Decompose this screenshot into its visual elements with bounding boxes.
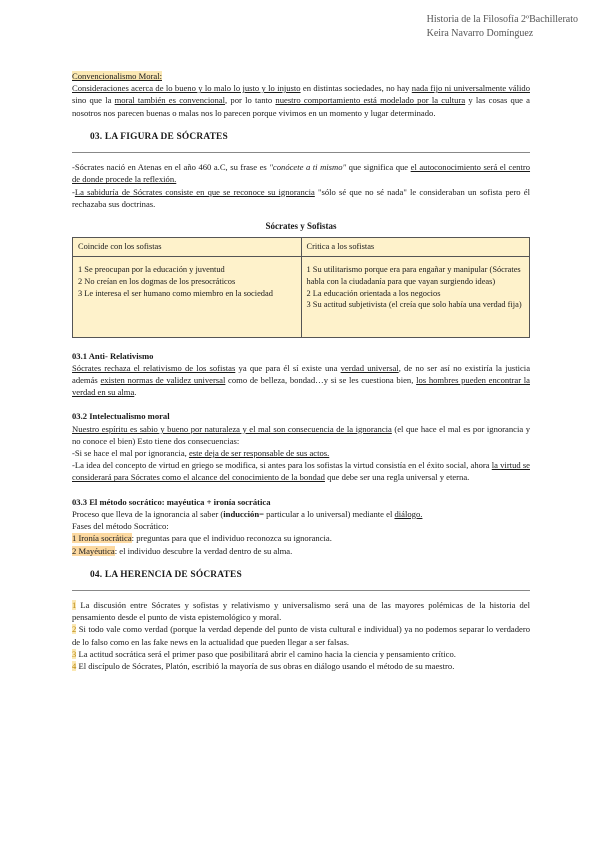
- list-item: 3 La actitud socrática será el primer paso que posibilitará abrir el camino hacia la ciencia y pensamiento crítico.: [72, 648, 456, 659]
- intelectualismo-paragraph-1: Nuestro espíritu es sabio y bueno por naturaleza y el mal son consecuencia de la ignorancia (el que hace el mal es por ignorancia y no conoce el bien) Esto tiene dos consecuencias:: [72, 423, 530, 446]
- table-header-cell: Critica a los sofistas: [301, 237, 530, 256]
- intro-paragraph: Consideraciones acerca de lo bueno y lo malo lo justo y lo injusto en distintas sociedades, no hay nada fijo ni universalmente válido sino que la moral también es convencional, por lo tanto nuestro comportamiento está modelado por la cultura y las cosas que a nosotros nos parecen buenas o malas nos lo parecen porque vivimos en un momento y lugar determinado.: [72, 83, 530, 118]
- metodo-fase-1: 1 Ironía socrática: preguntas para que el individuo reconozca su ignorancia.: [72, 533, 332, 544]
- table-cell-critica: 1 Su utilitarismo porque era para engañar y manipular (Sócrates habla con la ciudadanía para que vayan surgiendo ideas) 2 La educación orientada a los negocios 3 Su actitud subjetivista (el creía que solo había una verdad fija): [301, 256, 530, 337]
- table-row: [73, 256, 530, 337]
- socrates-birth-paragraph: -Sócrates nació en Atenas en el año 460 a.C, su frase es "conócete a ti mismo" que significa que el autoconocimiento será el centro de donde procede la reflexión.: [72, 162, 531, 185]
- antirelativismo-paragraph: Sócrates rechaza el relativismo de los sofistas ya que para él sí existe una verdad universal, de no ser así no existiría la justicia además existen normas de validez universal como de belleza, bondad…y si se les cuestiona bien, los hombres pueden encontrar la verdad en su alma.: [72, 362, 531, 398]
- table-title: Sócrates y Sofistas: [265, 220, 337, 231]
- document-body: [72, 70, 530, 672]
- section-heading-herencia: 04. LA HERENCIA DE SÓCRATES: [90, 569, 242, 580]
- table-header-row: [73, 237, 530, 256]
- metodo-paragraph: Proceso que lleva de la ignorancia al saber (inducción= particular a lo universal) mediante el diálogo.: [72, 508, 423, 519]
- subsection-title-antirelativismo: 03.1 Anti- Relativismo: [72, 350, 154, 361]
- table-cell-coincide: 1 Se preocupan por la educación y juventud 2 No creían en los dogmas de los presocráticos 3 Le interesa el ser humano como miembro en la sociedad: [73, 256, 302, 337]
- section-divider: [72, 152, 530, 153]
- header-subject: Historia de la Filosofía 2ºBachillerato: [426, 14, 578, 25]
- subsection-title-intelectualismo: 03.2 Intelectualismo moral: [72, 411, 170, 422]
- socrates-wisdom-paragraph: -La sabiduría de Sócrates consiste en que se reconoce su ignorancia "sólo sé que no sé nada" le consideraban un sofista pero él rechazaba sus doctrinas.: [72, 186, 530, 209]
- intelectualismo-paragraph-3: -La idea del concepto de virtud en griego se modifica, si antes para los sofistas la virtud consistía en el éxito social, ahora la virtud se considerará para Sócrates como el alcance del conocimiento de la bondad que debe ser una regla universal y eterna.: [72, 460, 530, 483]
- page-header: [427, 13, 578, 40]
- list-item: 1 La discusión entre Sócrates y sofistas y relativismo y universalismo será una de las mayores polémicas de la historia del pensamiento desde el punto de vista epistemológico y moral.: [72, 600, 530, 623]
- header-author: Keira Navarro Domínguez: [426, 27, 534, 39]
- list-item: 4 El discípulo de Sócrates, Platón, escribió la mayoría de sus obras en diálogo usando el método de su maestro.: [72, 661, 455, 672]
- table-header-cell: Coincide con los sofistas: [73, 237, 302, 256]
- subsection-title-metodo: 03.3 El método socrático: mayéutica + ironía socrática: [72, 496, 271, 507]
- metodo-fase-2: 2 Mayéutica: el individuo descubre la verdad dentro de su alma.: [72, 545, 293, 556]
- intro-title: Convencionalismo Moral:: [72, 71, 162, 81]
- intelectualismo-paragraph-2: -Si se hace el mal por ignorancia, este deja de ser responsable de sus actos.: [72, 448, 330, 459]
- comparison-table: [72, 237, 530, 338]
- section-divider: [72, 590, 530, 591]
- list-item: 2 Si todo vale como verdad (porque la verdad depende del punto de vista cultural e individual) ya no podemos separar lo verdadero de lo falso como en las fake news en la actualidad que pueden llegar a ser falsas.: [72, 624, 530, 647]
- section-heading-socrates: 03. LA FIGURA DE SÓCRATES: [90, 131, 228, 142]
- metodo-fases-label: Fases del método Socrático:: [72, 521, 169, 532]
